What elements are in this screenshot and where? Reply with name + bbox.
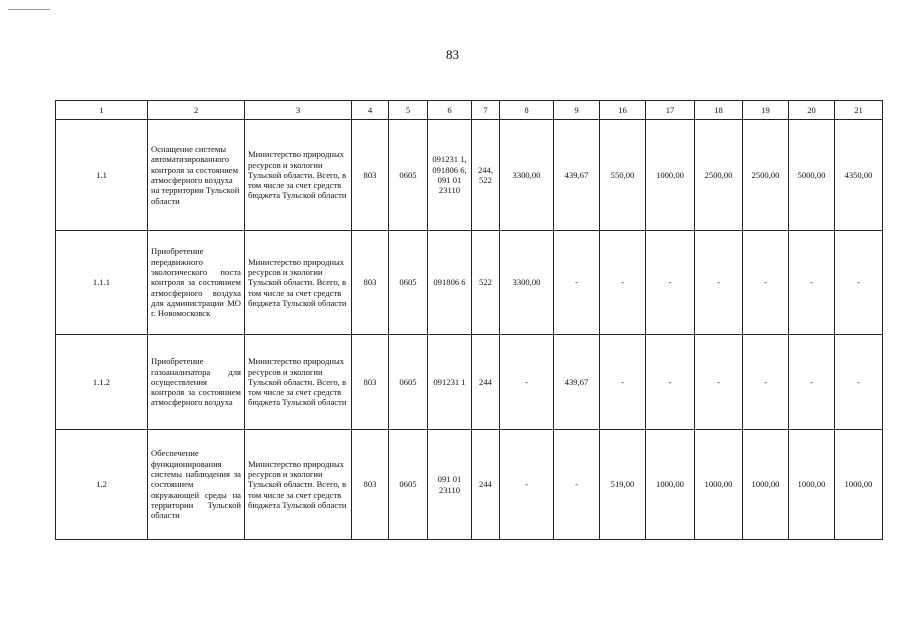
- row-code: 1.1.1: [56, 231, 148, 335]
- scan-corner-mark: [8, 9, 50, 10]
- column-header: 4: [352, 101, 389, 120]
- cell-col-17: 1000,00: [646, 120, 695, 231]
- cell-col-19: -: [743, 231, 789, 335]
- cell-col-17: -: [646, 335, 695, 430]
- column-header: 20: [789, 101, 835, 120]
- cell-col-16: -: [600, 231, 646, 335]
- cell-col-20: -: [789, 335, 835, 430]
- cell-col-7: 522: [472, 231, 500, 335]
- executor-cell: Министерство природных ресурсов и экологии Тульской области. Всего, в том числе за счет средств бюджета Тульской области: [245, 231, 352, 335]
- cell-col-5: 0605: [389, 120, 428, 231]
- cell-col-6: 091 01 23110: [428, 430, 472, 540]
- cell-col-18: 1000,00: [695, 430, 743, 540]
- cell-col-21: 1000,00: [835, 430, 883, 540]
- column-header: 8: [500, 101, 554, 120]
- cell-col-20: 1000,00: [789, 430, 835, 540]
- column-header: 7: [472, 101, 500, 120]
- table-header-row: [56, 101, 883, 120]
- cell-col-4: 803: [352, 120, 389, 231]
- cell-col-8: 3300,00: [500, 120, 554, 231]
- column-header: 5: [389, 101, 428, 120]
- cell-col-5: 0605: [389, 430, 428, 540]
- cell-col-4: 803: [352, 335, 389, 430]
- cell-col-7: 244: [472, 430, 500, 540]
- cell-col-9: -: [554, 231, 600, 335]
- page-number: 83: [446, 47, 459, 62]
- table-row: [56, 430, 883, 540]
- column-header: 2: [148, 101, 245, 120]
- column-header: 17: [646, 101, 695, 120]
- cell-col-21: -: [835, 231, 883, 335]
- column-header: 19: [743, 101, 789, 120]
- cell-col-21: -: [835, 335, 883, 430]
- cell-col-6: 091231 1, 091806 6, 091 01 23110: [428, 120, 472, 231]
- cell-col-5: 0605: [389, 231, 428, 335]
- executor-cell: Министерство природных ресурсов и экологии Тульской области. Всего, в том числе за счет средств бюджета Тульской области: [245, 430, 352, 540]
- cell-col-18: -: [695, 231, 743, 335]
- cell-col-6: 091806 6: [428, 231, 472, 335]
- table-row: [56, 231, 883, 335]
- cell-col-6: 091231 1: [428, 335, 472, 430]
- cell-col-16: -: [600, 335, 646, 430]
- table-row: [56, 120, 883, 231]
- cell-col-18: -: [695, 335, 743, 430]
- cell-col-18: 2500,00: [695, 120, 743, 231]
- cell-col-7: 244, 522: [472, 120, 500, 231]
- cell-col-4: 803: [352, 430, 389, 540]
- cell-col-19: 2500,00: [743, 120, 789, 231]
- cell-col-17: 1000,00: [646, 430, 695, 540]
- activity-name: Оснащение системы автоматизированного контроля за состоянием атмосферного воздуха на территории Тульской области: [148, 120, 245, 231]
- cell-col-16: 519,00: [600, 430, 646, 540]
- activity-name: Обеспечение функционирования системы наблюдения за состоянием окружающей среды на территории Тульской области: [148, 430, 245, 540]
- cell-col-7: 244: [472, 335, 500, 430]
- column-header: 21: [835, 101, 883, 120]
- cell-col-4: 803: [352, 231, 389, 335]
- executor-cell: Министерство природных ресурсов и экологии Тульской области. Всего, в том числе за счет средств бюджета Тульской области: [245, 335, 352, 430]
- cell-col-17: -: [646, 231, 695, 335]
- executor-cell: Министерство природных ресурсов и экологии Тульской области. Всего, в том числе за счет средств бюджета Тульской области: [245, 120, 352, 231]
- cell-col-20: -: [789, 231, 835, 335]
- table-row: [56, 335, 883, 430]
- cell-col-9: -: [554, 430, 600, 540]
- column-header: 16: [600, 101, 646, 120]
- cell-col-9: 439,67: [554, 120, 600, 231]
- column-header: 6: [428, 101, 472, 120]
- column-header: 3: [245, 101, 352, 120]
- cell-col-21: 4350,00: [835, 120, 883, 231]
- row-code: 1.1.2: [56, 335, 148, 430]
- activity-name: Приобретение передвижного экологического поста контроля за состоянием атмосферного воздуха для администрации МО г. Новомосковск: [148, 231, 245, 335]
- row-code: 1.1: [56, 120, 148, 231]
- cell-col-19: 1000,00: [743, 430, 789, 540]
- cell-col-8: -: [500, 335, 554, 430]
- column-header: 9: [554, 101, 600, 120]
- row-code: 1.2: [56, 430, 148, 540]
- cell-col-20: 5000,00: [789, 120, 835, 231]
- column-header: 18: [695, 101, 743, 120]
- cell-col-16: 550,00: [600, 120, 646, 231]
- budget-table: [55, 100, 883, 540]
- cell-col-8: -: [500, 430, 554, 540]
- column-header: 1: [56, 101, 148, 120]
- cell-col-5: 0605: [389, 335, 428, 430]
- activity-name: Приобретение газоанализатора для осуществления контроля за состоянием атмосферного воздуха: [148, 335, 245, 430]
- cell-col-8: 3300,00: [500, 231, 554, 335]
- cell-col-19: -: [743, 335, 789, 430]
- cell-col-9: 439,67: [554, 335, 600, 430]
